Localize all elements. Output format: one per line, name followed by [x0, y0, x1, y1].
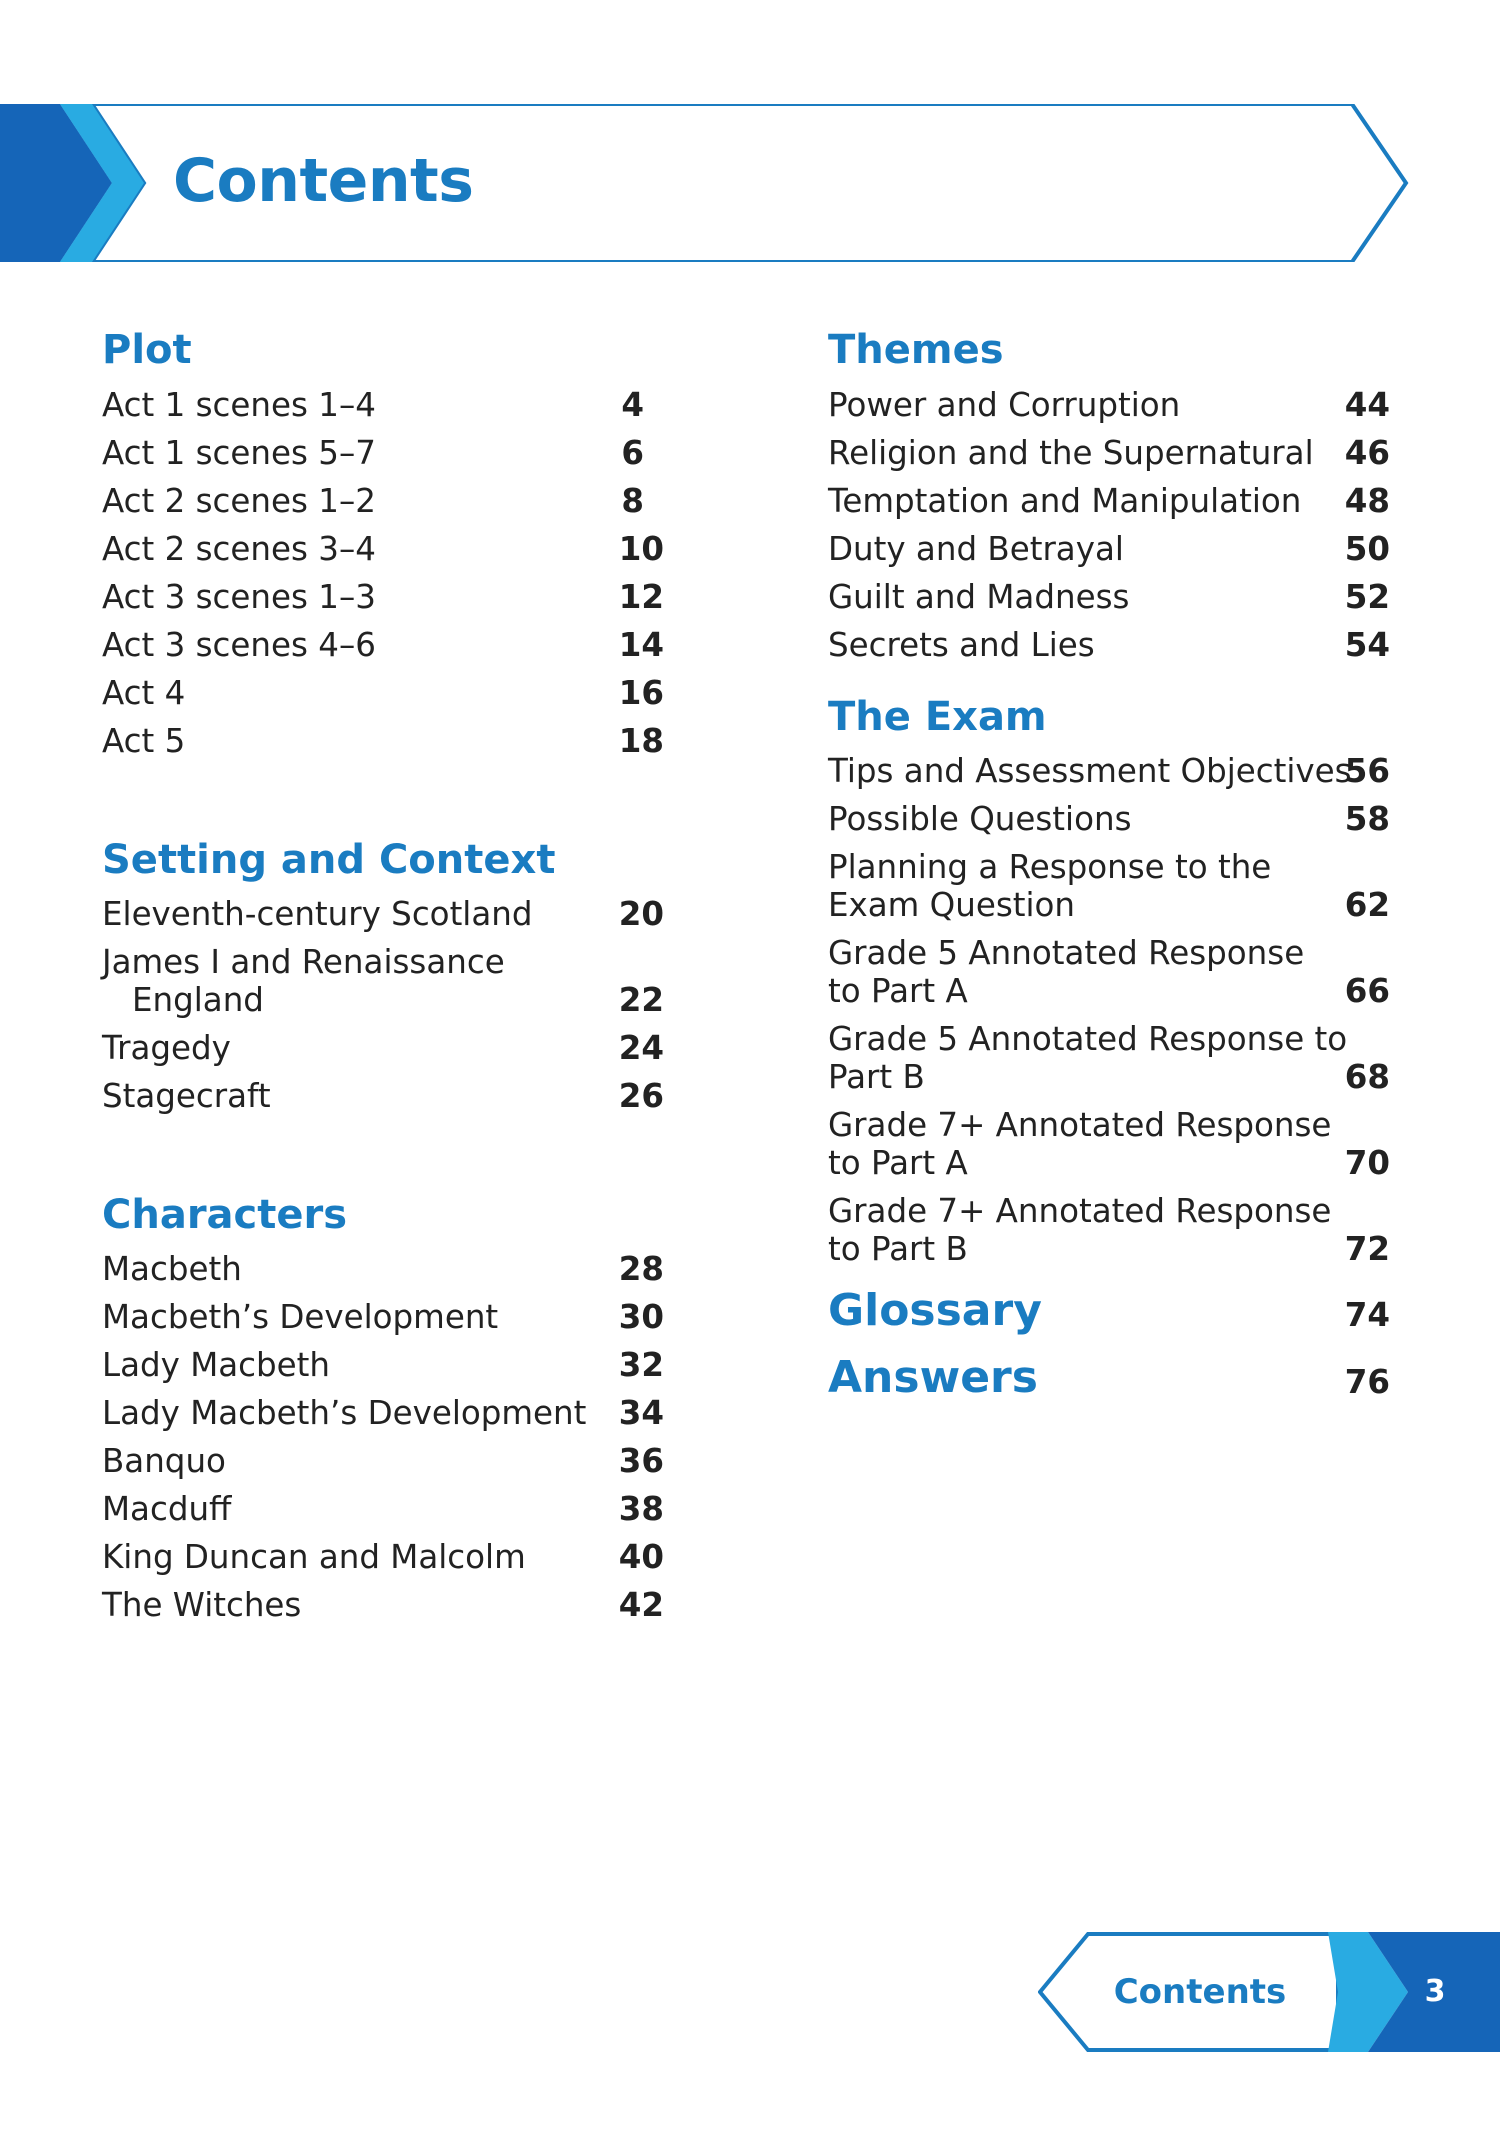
- toc-entry-page: 76: [1344, 1363, 1390, 1401]
- toc-entry-title: Tragedy: [102, 1029, 231, 1067]
- toc-entry-title: Possible Questions: [828, 800, 1132, 838]
- toc-entry-title: Grade 5 Annotated Response to: [828, 1020, 1348, 1058]
- toc-entry-title: Act 2 scenes 1–2: [102, 482, 376, 520]
- toc-entry-page: 44: [1344, 386, 1390, 424]
- section-heading-glossary[interactable]: Glossary: [828, 1285, 1042, 1336]
- page-title: Contents: [173, 146, 474, 216]
- toc-entry-page: 28: [618, 1250, 664, 1288]
- toc-entry-page: 4: [621, 386, 644, 424]
- section-heading-characters: Characters: [102, 1192, 348, 1238]
- toc-entry-title: Duty and Betrayal: [828, 530, 1124, 568]
- toc-entry-title: Macbeth’s Development: [102, 1298, 499, 1336]
- toc-entry-title-line2: Part B: [828, 1058, 925, 1096]
- toc-entry-page: 6: [621, 434, 644, 472]
- toc-entry-title-line2: to Part A: [828, 972, 968, 1010]
- toc-entry-title: Act 1 scenes 1–4: [102, 386, 376, 424]
- toc-entry-page: 58: [1344, 800, 1390, 838]
- toc-entry-page: 48: [1344, 482, 1390, 520]
- toc-entry-title: Act 5: [102, 722, 186, 760]
- section-heading-themes: Themes: [828, 327, 1004, 373]
- toc-entry-page: 26: [618, 1077, 664, 1115]
- toc-entry-title: Act 4: [102, 674, 186, 712]
- toc-entry-page: 36: [618, 1442, 664, 1480]
- toc-entry-title: Tips and Assessment Objectives: [828, 752, 1352, 790]
- toc-entry-title: Religion and the Supernatural: [828, 434, 1314, 472]
- toc-entry-title: Act 1 scenes 5–7: [102, 434, 376, 472]
- toc-entry-title: Planning a Response to the: [828, 848, 1272, 886]
- toc-entry-title: Stagecraft: [102, 1077, 271, 1115]
- toc-entry-page: 34: [618, 1394, 664, 1432]
- toc-entry-page: 30: [618, 1298, 664, 1336]
- toc-entry-title: Lady Macbeth’s Development: [102, 1394, 587, 1432]
- toc-entry-page: 18: [618, 722, 664, 760]
- toc-entry-page: 70: [1344, 1144, 1390, 1182]
- toc-entry-title-line2: to Part A: [828, 1144, 968, 1182]
- toc-entry-page: 46: [1344, 434, 1390, 472]
- toc-entry-page: 32: [618, 1346, 664, 1384]
- section-heading-answers[interactable]: Answers: [828, 1352, 1038, 1403]
- toc-entry-page: 40: [618, 1538, 664, 1576]
- toc-entry-page: 42: [618, 1586, 664, 1624]
- toc-entry-page: 74: [1344, 1296, 1390, 1334]
- toc-entry-title: Temptation and Manipulation: [828, 482, 1302, 520]
- toc-entry-title: The Witches: [102, 1586, 302, 1624]
- toc-entry-title: Macbeth: [102, 1250, 242, 1288]
- section-heading-exam: The Exam: [828, 694, 1047, 740]
- toc-entry-page: 66: [1344, 972, 1390, 1010]
- toc-entry-title: Macduff: [102, 1490, 232, 1528]
- toc-entry-page: 10: [618, 530, 664, 568]
- toc-entry-title: Grade 7+ Annotated Response: [828, 1192, 1332, 1230]
- toc-entry-title: Grade 7+ Annotated Response: [828, 1106, 1332, 1144]
- toc-entry-page: 12: [618, 578, 664, 616]
- toc-entry-title: Lady Macbeth: [102, 1346, 331, 1384]
- toc-entry-page: 22: [618, 981, 664, 1019]
- toc-entry-title-line2: Exam Question: [828, 886, 1076, 924]
- section-heading-setting: Setting and Context: [102, 837, 556, 883]
- toc-entry-title: James I and Renaissance: [102, 943, 505, 981]
- toc-entry-title: Grade 5 Annotated Response: [828, 934, 1305, 972]
- toc-entry-title: Secrets and Lies: [828, 626, 1095, 664]
- toc-entry-page: 56: [1344, 752, 1390, 790]
- toc-entry-title: Act 2 scenes 3–4: [102, 530, 376, 568]
- toc-entry-page: 62: [1344, 886, 1390, 924]
- toc-entry-page: 50: [1344, 530, 1390, 568]
- toc-entry-page: 54: [1344, 626, 1390, 664]
- toc-entry-page: 24: [618, 1029, 664, 1067]
- footer-page-number: 3: [1424, 1974, 1446, 2009]
- toc-entry-page: 38: [618, 1490, 664, 1528]
- toc-entry-page: 20: [618, 895, 664, 933]
- toc-entry-page: 16: [618, 674, 664, 712]
- footer-section-label: Contents: [1113, 1972, 1287, 2012]
- toc-entry-title: Power and Corruption: [828, 386, 1181, 424]
- toc-entry-page: 72: [1344, 1230, 1390, 1268]
- toc-entry-page: 8: [621, 482, 644, 520]
- toc-entry-title: Guilt and Madness: [828, 578, 1130, 616]
- section-heading-plot: Plot: [102, 327, 192, 373]
- toc-entry-title-line2: England: [132, 981, 264, 1019]
- toc-entry-title: King Duncan and Malcolm: [102, 1538, 526, 1576]
- toc-entry-title-line2: to Part B: [828, 1230, 968, 1268]
- toc-entry-page: 14: [618, 626, 664, 664]
- toc-entry-page: 68: [1344, 1058, 1390, 1096]
- toc-entry-title: Banquo: [102, 1442, 226, 1480]
- toc-entry-title: Act 3 scenes 1–3: [102, 578, 376, 616]
- toc-entry-page: 52: [1344, 578, 1390, 616]
- toc-entry-title: Eleventh-century Scotland: [102, 895, 533, 933]
- toc-entry-title: Act 3 scenes 4–6: [102, 626, 376, 664]
